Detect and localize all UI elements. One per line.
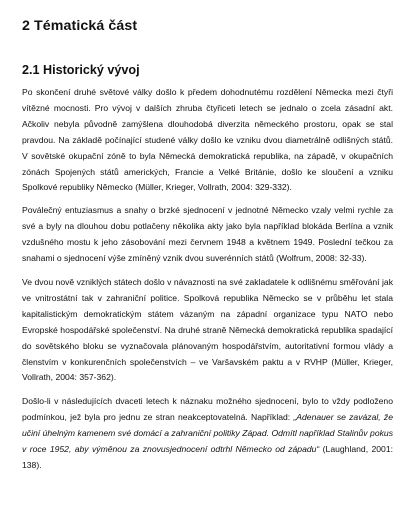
paragraph-2: Poválečný entuziasmus a snahy o brzké sjednocení v jednotné Německo vzaly velmi rychle za své a byly na dlouhou dobu potlačeny několika akty jako byla například blokáda Berlína a vznik vzdušného mostu k jeho zásobování mezi červnem 1948 a květnem 1949. Poslední tečkou za snahami o sjednocení výše zmíněný vznik dvou suverénních států (Wolfrum, 2008: 32-33).	[22, 205, 393, 264]
subsection-heading: 2.1 Historický vývoj	[22, 63, 140, 77]
section-heading: 2 Tématická část	[22, 18, 138, 34]
document-body	[22, 85, 393, 482]
paragraph-4-intro: Došlo-li v následujících dvaceti letech k náznaku možného sjednocení, bylo to vždy podloženo podmínkou, jež byla pro jednu ze stran neakceptovatelná. Například:	[22, 396, 393, 423]
citation: (Laughland, 2001: 138).	[22, 444, 393, 470]
quotation: „Adenauer se zavázal, že učiní úhelným kamenem své domácí a zahraniční politiky Západ. Odmítl například Stalinův pokus v roce 1952, aby výměnou za znovusjednocení odtrhl Německo od západu“	[22, 412, 393, 455]
paragraph-1: Po skončení druhé světové války došlo k předem dohodnutému rozdělení Německa mezi čtyři vítězné mocnosti. Pro vývoj v dalších zhruba čtyřiceti letech se jednalo o zcela zásadní akt. Ačkoliv nebyla původně zamýšlena dlouhodobá diverzita německého prostoru, opak se stal pravdou. Na základě počínající studené války došlo ke vzniku dvou diametrálně odlišných států. V sovětské okupační zóně to byla Německá demokratická republika, na západě, v okupačních zónách Spojených států amerických, Francie a Velké Británie, došlo ke sloučení a vzniku Spolkové republiky Německo (Müller, Krieger, Vollrath, 2004: 329-332).	[22, 87, 393, 193]
paragraph-3: Ve dvou nově vzniklých státech došlo v návaznosti na své zakladatele k odlišnému směřování jak ve vnitrostátní tak v zahraniční politice. Spolková republika Německo se v průběhu let stala kapitalistickým demokratickým státem vázaným na západní organizace typu NATO nebo Evropské hospodářské společenství. Na druhé straně Německá demokratická republika spadající do sovětského bloku se vyznačovala plánovaným hospodářstvím, autoritativní formou vlády a členstvím v konkurenčních společenstvích – ve Varšavském paktu a v RVHP (Müller, Krieger, Vollrath, 2004: 357-362).	[22, 276, 393, 383]
paragraph-4	[22, 394, 393, 474]
